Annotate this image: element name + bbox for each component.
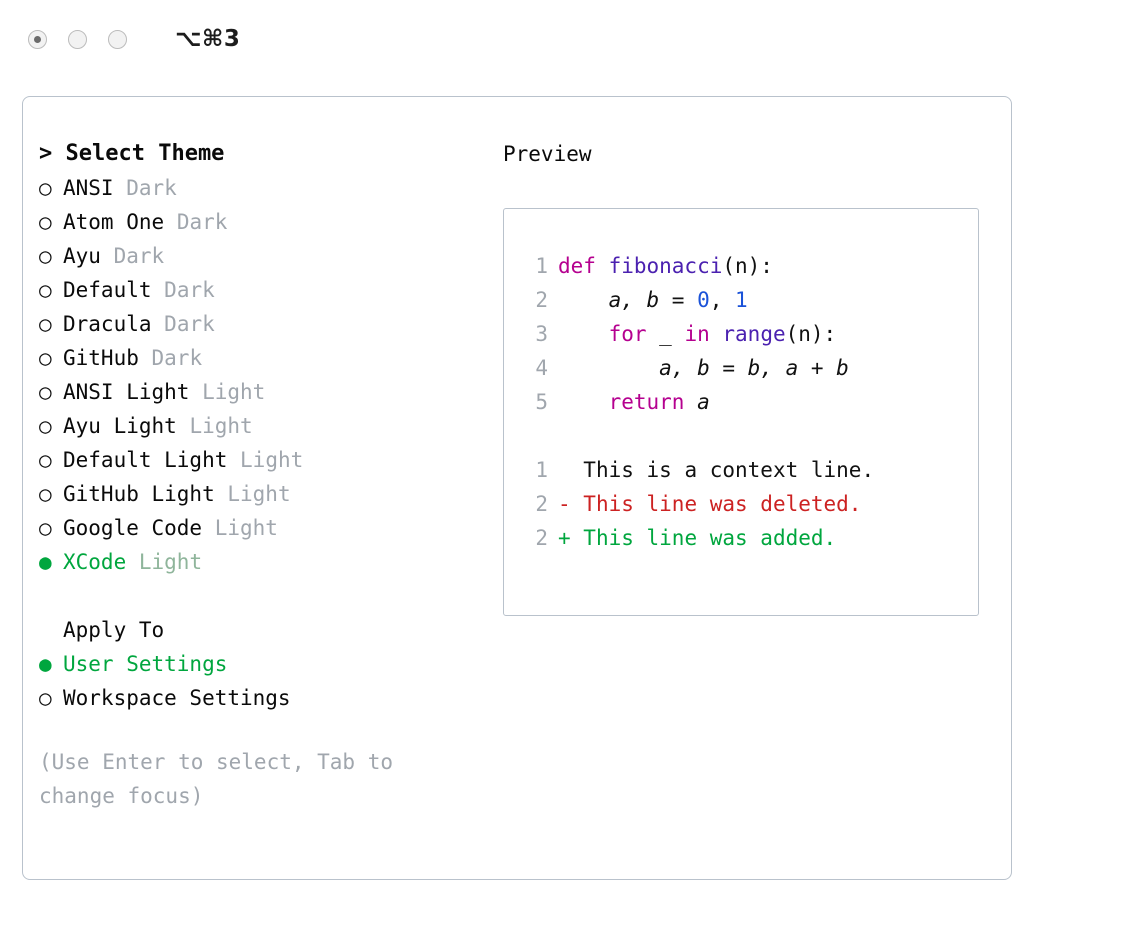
list-item[interactable] <box>39 171 483 205</box>
list-item[interactable] <box>39 205 483 239</box>
radio-icon[interactable]: ○ <box>39 516 52 540</box>
shortcut-label: ⌥⌘3 <box>175 26 241 52</box>
list-item[interactable] <box>39 443 483 477</box>
window-zoom-dot[interactable] <box>108 30 127 49</box>
theme-variant: Light <box>227 482 291 506</box>
diff-sign: + <box>558 526 571 550</box>
diff-text: This line was deleted. <box>570 492 862 516</box>
preview-column <box>483 137 1011 813</box>
code-token: (n): <box>785 322 837 346</box>
apply-option-label: User Settings <box>63 652 228 676</box>
radio-icon[interactable]: ○ <box>39 686 52 710</box>
code-line <box>522 317 978 351</box>
radio-icon[interactable]: ○ <box>39 346 52 370</box>
preview-box <box>503 208 979 616</box>
preview-heading: Preview <box>503 142 592 166</box>
code-token: def <box>558 254 609 278</box>
theme-variant: Light <box>202 380 266 404</box>
code-line <box>522 351 978 385</box>
list-item[interactable] <box>39 477 483 511</box>
radio-icon[interactable]: ○ <box>39 380 52 404</box>
code-token: _ <box>659 322 685 346</box>
theme-variant: Light <box>240 448 304 472</box>
line-number: 1 <box>535 458 548 482</box>
code-token: fibonacci <box>608 254 723 278</box>
list-item[interactable] <box>39 375 483 409</box>
radio-icon-selected[interactable]: ● <box>39 652 52 676</box>
list-item[interactable] <box>39 511 483 545</box>
diff-sign <box>558 458 571 482</box>
code-token: for <box>608 322 660 346</box>
code-token: (n): <box>722 254 773 278</box>
code-token: in <box>684 322 723 346</box>
line-number: 4 <box>535 356 548 380</box>
code-token <box>558 322 609 346</box>
title-bar <box>0 0 1140 78</box>
diff-text: This is a context line. <box>570 458 875 482</box>
radio-icon[interactable]: ○ <box>39 244 52 268</box>
code-token: a <box>697 390 710 414</box>
theme-name: Ayu <box>63 244 101 268</box>
radio-icon[interactable]: ○ <box>39 210 52 234</box>
theme-variant: Dark <box>113 244 165 268</box>
select-theme-heading: > Select Theme <box>39 141 225 166</box>
code-token: 1 <box>735 288 748 312</box>
apply-option-user-settings[interactable] <box>39 647 483 681</box>
diff-sign: - <box>558 492 571 516</box>
theme-variant: Dark <box>164 312 215 336</box>
theme-name: Ayu Light <box>63 414 177 438</box>
radio-icon[interactable]: ○ <box>39 278 52 302</box>
theme-name: Default <box>63 278 152 302</box>
list-item[interactable] <box>39 409 483 443</box>
radio-icon[interactable]: ○ <box>39 312 52 336</box>
theme-picker-panel <box>22 96 1012 880</box>
apply-option-label: Workspace Settings <box>63 686 291 710</box>
diff-text: This line was added. <box>570 526 837 550</box>
window-close-dot[interactable] <box>28 30 47 49</box>
theme-name: GitHub Light <box>63 482 215 506</box>
line-number: 5 <box>535 390 548 414</box>
code-token: , <box>709 288 736 312</box>
diff-line-context <box>522 453 978 487</box>
theme-variant: Dark <box>164 278 215 302</box>
theme-name: Dracula <box>63 312 152 336</box>
theme-name: GitHub <box>63 346 139 370</box>
theme-variant: Light <box>214 516 278 540</box>
radio-icon-selected[interactable]: ● <box>39 550 52 574</box>
theme-variant: Dark <box>151 346 203 370</box>
theme-variant: Light <box>138 550 203 574</box>
list-item[interactable] <box>39 307 483 341</box>
apply-to-heading: Apply To <box>63 618 165 642</box>
list-item[interactable] <box>39 273 483 307</box>
radio-icon[interactable]: ○ <box>39 482 52 506</box>
theme-name: Google Code <box>63 516 203 540</box>
theme-variant: Dark <box>126 176 177 200</box>
theme-name: ANSI <box>63 176 114 200</box>
line-number: 2 <box>535 288 548 312</box>
theme-name: Default Light <box>63 448 228 472</box>
window-minimize-dot[interactable] <box>68 30 87 49</box>
diff-line-added <box>522 521 978 555</box>
code-line <box>522 283 978 317</box>
code-token: a, b = b, a + b <box>558 356 849 380</box>
radio-icon[interactable]: ○ <box>39 414 52 438</box>
diff-line-deleted <box>522 487 978 521</box>
theme-list-column <box>23 137 483 813</box>
theme-name: ANSI Light <box>63 380 190 404</box>
code-line <box>522 385 978 419</box>
code-token: range <box>722 322 786 346</box>
line-number: 1 <box>535 254 548 278</box>
radio-icon[interactable]: ○ <box>39 448 52 472</box>
code-token <box>558 390 609 414</box>
code-token: a, b = <box>558 288 698 312</box>
code-token: return <box>608 390 698 414</box>
radio-icon[interactable]: ○ <box>39 176 52 200</box>
code-line <box>522 249 978 283</box>
line-number: 3 <box>535 322 548 346</box>
line-number: 2 <box>535 526 548 550</box>
list-item[interactable] <box>39 239 483 273</box>
theme-name: XCode <box>63 550 127 574</box>
apply-option-workspace-settings[interactable] <box>39 681 483 715</box>
list-item-selected[interactable] <box>39 545 483 579</box>
theme-variant: Light <box>189 414 253 438</box>
theme-name: Atom One <box>63 210 165 234</box>
keyboard-hint: (Use Enter to select, Tab to change focus) <box>39 750 406 808</box>
list-item[interactable] <box>39 341 483 375</box>
code-token: 0 <box>697 288 710 312</box>
line-number: 2 <box>535 492 548 516</box>
theme-variant: Dark <box>176 210 228 234</box>
